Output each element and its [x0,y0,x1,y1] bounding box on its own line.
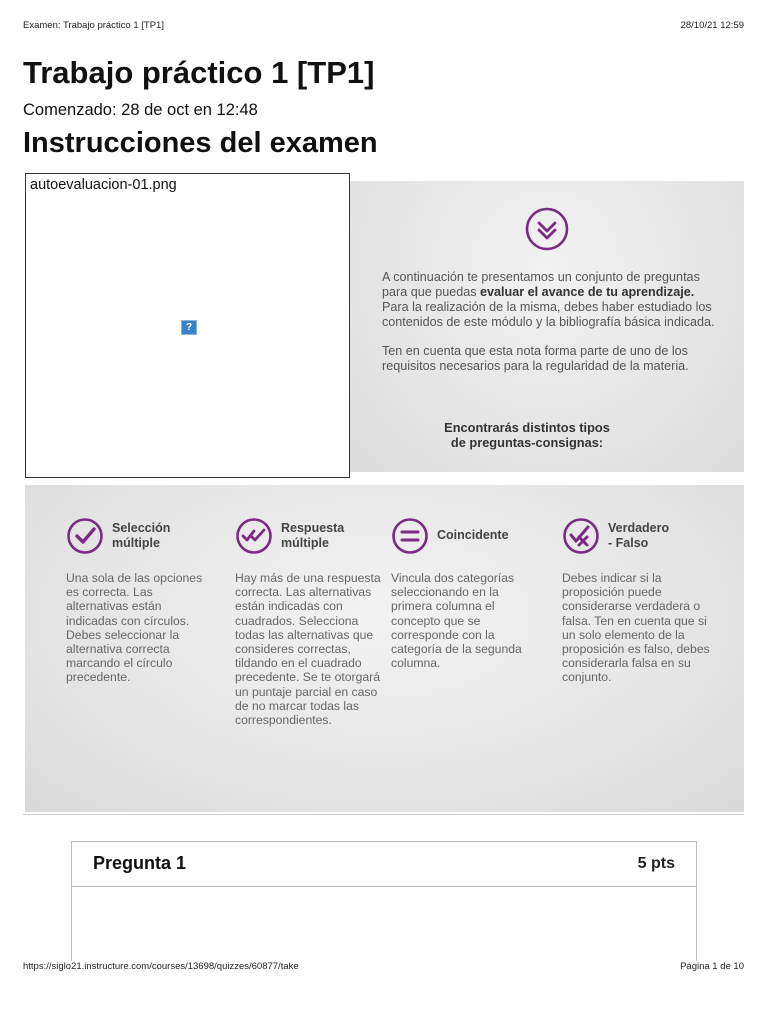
print-header-datetime: 28/10/21 12:59 [680,20,744,31]
question-title: Pregunta 1 [93,853,187,873]
double-check-circle-icon [235,517,273,555]
chevron-double-down-icon [525,207,569,251]
question-type-description: Una sola de las opciones es correcta. Las alternativas están indicadas con círculos. Debes seleccionar la alternativa correcta marcando el círculo precedente. [66,571,203,685]
broken-image-icon: ? [181,320,197,335]
started-at: Comenzado: 28 de oct en 12:48 [23,101,258,119]
question-type-name: Verdadero - Falso [608,521,670,550]
print-footer-url: https://siglo21.instructure.com/courses/13698/quizzes/60877/take [23,961,299,972]
page-title: Trabajo práctico 1 [TP1] [23,55,375,90]
check-circle-icon [66,517,104,555]
instructions-panel [350,181,744,472]
print-footer-page: Página 1 de 10 [680,961,744,972]
question-points: 5 pts [637,855,675,872]
instructions-paragraph-1: A continuación te presentamos un conjunto de preguntas para que puedas evaluar el avance de tu aprendizaje. Para la realización de la misma, debes haber estudiado los contenidos de este módulo y la bibliografía básica indicada. [382,270,715,329]
check-cross-circle-icon [562,517,600,555]
print-header-title: Examen: Trabajo práctico 1 [TP1] [23,20,164,31]
question-header [72,842,696,887]
broken-image-placeholder [25,173,350,478]
divider [23,814,744,815]
question-type-description: Debes indicar si la proposición puede considerarse verdadera o falsa. Ten en cuenta que si un solo elemento de la proposición es falso, debes considerarla falsa en su conjunto. [562,571,710,685]
broken-image-filename: autoevaluacion-01.png [30,177,177,193]
question-types-heading: Encontrarás distintos tipos de preguntas-consignas: [444,420,610,450]
question-type-description: Vincula dos categorías seleccionando en la primera columna el concepto que se corresponde con la categoría de la segunda columna. [391,571,522,671]
question-type-name: Selección múltiple [112,521,171,550]
question-type-description: Hay más de una respuesta correcta. Las alternativas están indicadas con cuadrados. Selecciona todas las alternativas que consideres correctas, tildando en el cuadrado precedente. Se te otorgará un puntaje parcial en caso de no marcar todas las correspondientes. [235,571,381,728]
instructions-text [382,270,722,388]
question-type-name: Respuesta múltiple [281,521,345,550]
instructions-heading: Instrucciones del examen [23,127,378,159]
equals-circle-icon [391,517,429,555]
question-card [71,841,697,961]
question-types-panel [25,485,744,812]
instructions-paragraph-2: Ten en cuenta que esta nota forma parte de uno de los requisitos necesarios para la regularidad de la materia. [382,344,689,373]
question-type-name: Coincidente [437,528,509,542]
